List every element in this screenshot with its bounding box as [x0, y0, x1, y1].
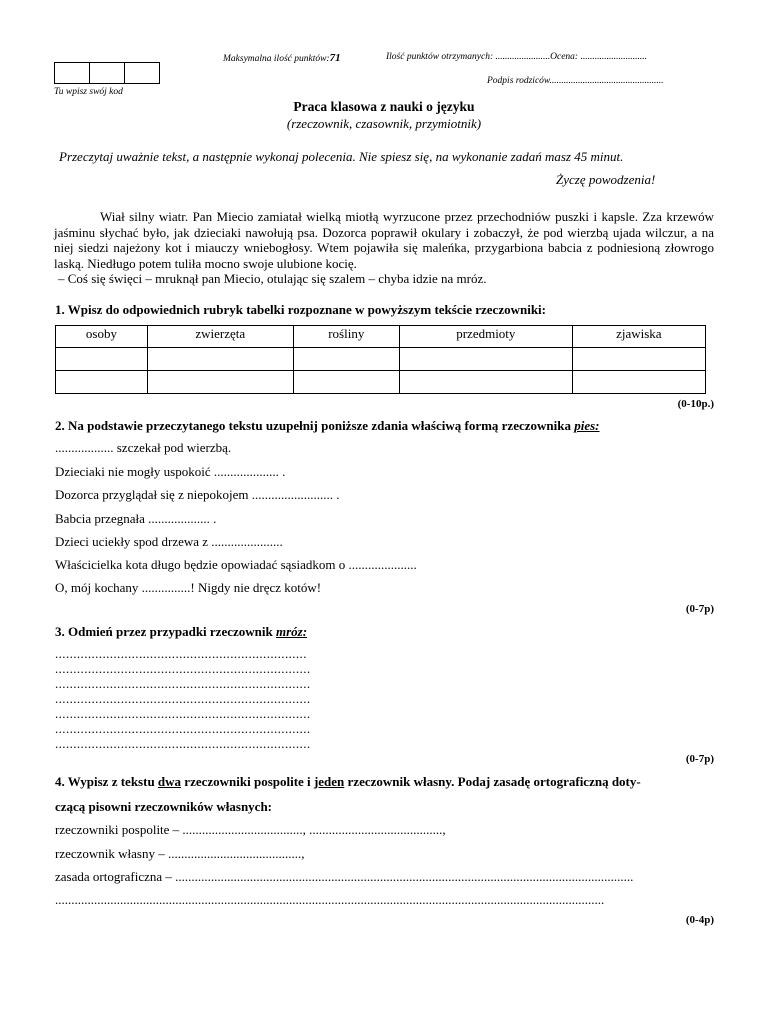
spelling-rule-answer-cont[interactable]: ......................................................................................................................................................................... — [55, 892, 605, 907]
answer-line[interactable]: ...................................................................... — [55, 706, 311, 721]
task-2-points: (0-7p) — [685, 603, 714, 615]
page-title: Praca klasowa z nauki o języku — [293, 99, 475, 114]
column-header-people: osoby — [56, 326, 148, 348]
page-subtitle: (rzeczownik, czasownik, przymiotnik) — [286, 116, 482, 131]
common-nouns-answer[interactable]: rzeczowniki pospolite – ....................................., ........................................., — [55, 822, 446, 837]
task-1-points: (0-10p.) — [677, 398, 714, 410]
column-header-objects: przedmioty — [400, 326, 573, 348]
table-cell[interactable] — [400, 371, 573, 394]
table-cell[interactable] — [147, 371, 293, 394]
student-code-boxes[interactable] — [54, 62, 160, 84]
max-points-value: 71 — [329, 52, 341, 64]
code-label: Tu wpisz swój kod — [54, 87, 123, 97]
answer-line[interactable]: Babcia przegnała ................... . — [55, 511, 217, 526]
table-row — [56, 348, 706, 371]
code-box[interactable] — [125, 63, 159, 83]
table-cell[interactable] — [293, 348, 399, 371]
nouns-table — [55, 325, 706, 394]
task-4-instruction: 4. Wypisz z tekstu dwa rzeczowniki pospolite i jeden rzeczownik własny. Podaj zasadę ortograficzną doty- — [55, 774, 641, 789]
points-received-line[interactable]: Ilość punktów otrzymanych: .......................Ocena: ............................ — [386, 52, 647, 62]
max-points-label: Maksymalna ilość punktów:71 — [223, 52, 341, 64]
answer-line[interactable]: Dzieci uciekły spod drzewa z ...................... — [55, 534, 283, 549]
answer-line[interactable]: ...................................................................... — [55, 721, 311, 736]
task-3-points: (0-7p) — [685, 753, 714, 765]
column-header-phenomena: zjawiska — [572, 326, 705, 348]
proper-noun-answer[interactable]: rzeczownik własny – ........................................., — [55, 846, 305, 861]
answer-line[interactable]: O, mój kochany ...............! Nigdy nie dręcz kotów! — [55, 580, 322, 595]
table-cell[interactable] — [293, 371, 399, 394]
table-cell[interactable] — [572, 348, 705, 371]
column-header-animals: zwierzęta — [147, 326, 293, 348]
instructions: Przeczytaj uważnie tekst, a następnie wykonaj polecenia. Nie spiesz się, na wykonanie zadań masz 45 minut. — [59, 149, 624, 164]
passage-paragraph: Wiał silny wiatr. Pan Miecio zamiatał wielką miotłą wyrzucone przez przechodniów puszki i kapsle. Zza krzewów jaśminu słychać było, jak dzieciaki nawołują psa. Dozorca poprawił okulary i zobaczył, że pod wierzbą ujada wilczur, a na niej siedzi najeżony kot i miauczy wniebogłosy. Wtem pojawiła się maleńka, przygarbiona babcia z podniesioną złowrogo laską. Niedługo potem tuliła mocno swoje ulubione kocię. — [54, 209, 714, 271]
code-box[interactable] — [90, 63, 125, 83]
code-box[interactable] — [55, 63, 90, 83]
table-cell[interactable] — [147, 348, 293, 371]
task-4-instruction-cont: czącą pisowni rzeczowników własnych: — [55, 799, 273, 814]
table-cell[interactable] — [56, 371, 148, 394]
spelling-rule-answer[interactable]: zasada ortograficzna – ............................................................................................................................................. — [55, 869, 634, 884]
task-4-points: (0-4p) — [685, 914, 714, 926]
good-luck: Życzę powodzenia! — [556, 172, 656, 187]
table-row — [56, 371, 706, 394]
keyword-mroz: mróz: — [275, 624, 308, 639]
answer-line[interactable]: Dzieciaki nie mogły uspokoić .................... . — [55, 464, 286, 479]
answer-line[interactable]: ...................................................................... — [55, 736, 311, 751]
answer-line[interactable]: ..................................................................... — [55, 646, 307, 661]
answer-line[interactable]: Właścicielka kota długo będzie opowiadać sąsiadkom o ..................... — [55, 557, 417, 572]
answer-line[interactable]: ...................................................................... — [55, 676, 311, 691]
table-cell[interactable] — [572, 371, 705, 394]
passage-dialogue: – Coś się święci – mruknął pan Miecio, otulając się szalem – chyba idzie na mróz. — [58, 271, 487, 286]
keyword-pies: pies: — [574, 418, 600, 433]
task-1-instruction: 1. Wpisz do odpowiednich rubryk tabelki rozpoznane w powyższym tekście rzeczowniki: — [55, 302, 546, 317]
parent-signature-line[interactable]: Podpis rodziców................................................ — [487, 76, 664, 86]
task-3-instruction: 3. Odmień przez przypadki rzeczownik mróz: — [55, 624, 308, 639]
answer-line[interactable]: ...................................................................... — [55, 691, 311, 706]
reading-passage — [54, 209, 714, 287]
answer-line[interactable]: .................. szczekał pod wierzbą. — [55, 440, 232, 455]
answer-line[interactable]: ...................................................................... — [55, 661, 311, 676]
table-cell[interactable] — [56, 348, 148, 371]
table-cell[interactable] — [400, 348, 573, 371]
task-2-instruction: 2. Na podstawie przeczytanego tekstu uzupełnij poniższe zdania właściwą formą rzeczownika pies: — [55, 418, 600, 433]
answer-line[interactable]: Dozorca przyglądał się z niepokojem ......................... . — [55, 487, 340, 502]
column-header-plants: rośliny — [293, 326, 399, 348]
